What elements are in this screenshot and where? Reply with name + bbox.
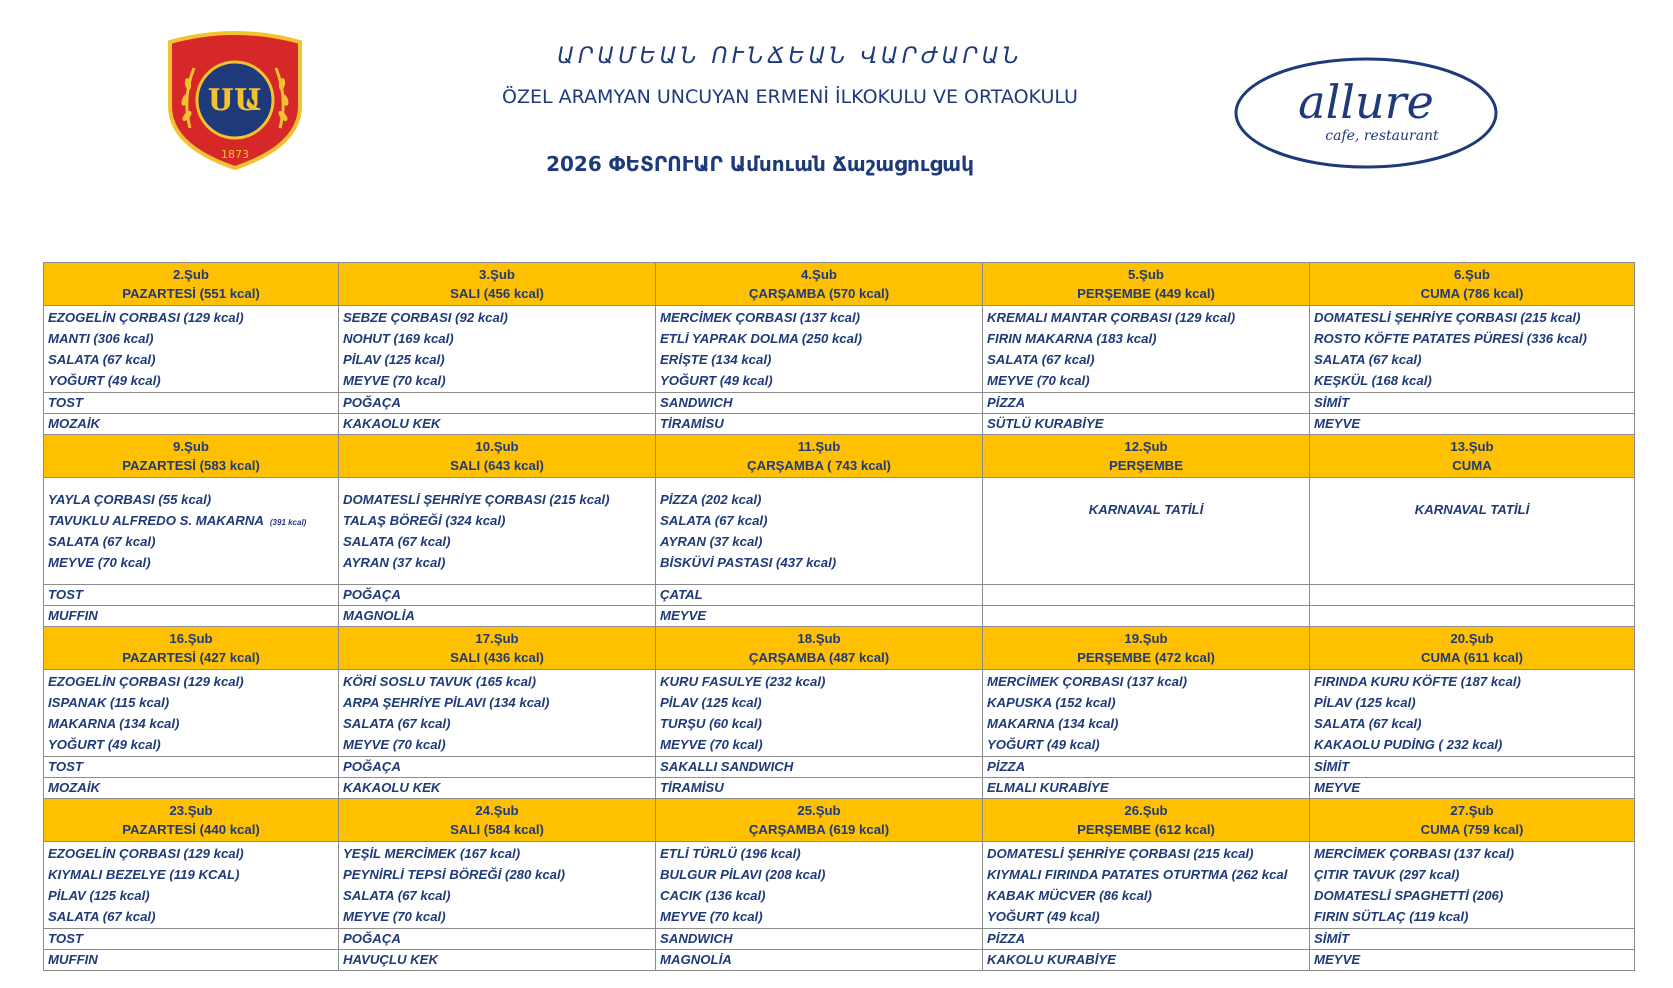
snack-cell: TOST [44,585,339,606]
meal-item-text: TAVUKLU ALFREDO S. MAKARNA [48,513,264,528]
day-header [339,435,656,478]
day-name-kcal: SALI (436 kcal) [450,650,544,665]
meal-items-row [44,670,1635,757]
meal-items [983,842,1310,929]
snack-row-1 [44,585,1635,606]
meal-item-text: PİLAV (125 kcal) [660,695,762,710]
meal-item [1314,307,1630,328]
day-date: 2.Şub [173,267,209,282]
meal-items [44,670,339,757]
meal-item-text: MEYVE (70 kcal) [660,909,763,924]
meal-item [660,307,978,328]
meal-item-text: PEYNİRLİ TEPSİ BÖREĞİ (280 kcal) [343,867,566,882]
holiday-label: KARNAVAL TATİLİ [1414,502,1530,517]
snack-row-1 [44,393,1635,414]
meal-item-text: NOHUT (169 kcal) [343,331,454,346]
snack-cell: PİZZA [983,757,1310,778]
meal-item-text: PİLAV (125 kcal) [1314,695,1416,710]
day-header [983,435,1310,478]
meal-item-text: SALATA (67 kcal) [987,352,1095,367]
meal-items [1310,670,1635,757]
snack-cell: SÜTLÜ KURABİYE [983,414,1310,435]
snack-cell: POĞAÇA [339,929,656,950]
snack-cell: HAVUÇLU KEK [339,950,656,971]
meal-item-text: DOMATESLİ ŞEHRİYE ÇORBASI (215 kcal) [343,492,610,507]
day-header [339,263,656,306]
day-date: 18.Şub [797,631,841,646]
meal-item [1314,349,1630,370]
meal-item-text: KREMALI MANTAR ÇORBASI (129 kcal) [987,310,1236,325]
meal-items [983,670,1310,757]
meal-item [48,692,334,713]
meal-item-text: YOĞURT (49 kcal) [660,373,773,388]
day-header [1310,799,1635,842]
day-date: 19.Şub [1124,631,1168,646]
meal-item-text: MEYVE (70 kcal) [343,737,446,752]
meal-items [1310,306,1635,393]
day-header [339,627,656,670]
meal-item [987,906,1305,927]
meal-item [48,906,334,927]
meal-item-text: SALATA (67 kcal) [1314,716,1422,731]
day-date: 13.Şub [1450,439,1494,454]
meal-item [660,885,978,906]
day-name-kcal: PERŞEMBE (472 kcal) [1077,650,1215,665]
meal-item-text: SALATA (67 kcal) [343,716,451,731]
meal-item-text: KIYMALI FIRINDA PATATES OTURTMA (262 kcal [987,867,1288,882]
meal-item [987,671,1305,692]
allure-logo-tagline: cafe, restaurant [1325,128,1439,144]
meal-item [1314,843,1630,864]
meal-item [48,671,334,692]
meal-item-text: KURU FASULYE (232 kcal) [660,674,826,689]
meal-item [343,671,651,692]
day-name-kcal: CUMA (786 kcal) [1420,286,1524,301]
menu-title: 2026 ՓԵՏՐՈՒԱՐ Ամսուան Ճաշացուցակ [546,152,974,176]
snack-cell: SİMİT [1310,929,1635,950]
meal-item-text: EZOGELİN ÇORBASI (129 kcal) [48,674,244,689]
meal-item [987,349,1305,370]
day-date: 27.Şub [1450,803,1494,818]
meal-item [1314,328,1630,349]
meal-item [48,713,334,734]
meal-item-text: PİZZA (202 kcal) [660,492,762,507]
snack-cell [1310,585,1635,606]
day-name-kcal: SALI (643 kcal) [450,458,544,473]
menu-body [44,263,1635,971]
meal-item [48,489,334,510]
meal-item-text: MEYVE (70 kcal) [48,555,151,570]
meal-item-text: CACIK (136 kcal) [660,888,766,903]
meal-item [343,713,651,734]
day-header [339,799,656,842]
snack-cell: KAKOLU KURABİYE [983,950,1310,971]
meal-item [343,531,651,552]
snack-cell: POĞAÇA [339,393,656,414]
meal-item-text: TURŞU (60 kcal) [660,716,762,731]
meal-item [343,370,651,391]
snack-row-2 [44,606,1635,627]
day-header [656,799,983,842]
snack-row-1 [44,929,1635,950]
meal-item-text: MERCİMEK ÇORBASI (137 kcal) [1314,846,1515,861]
meal-item-text: KAPUSKA (152 kcal) [987,695,1116,710]
meal-items [339,478,656,585]
meal-item [660,510,978,531]
meal-item-text: ÇITIR TAVUK (297 kcal) [1314,867,1460,882]
meal-item-text: KAKAOLU PUDİNG ( 232 kcal) [1314,737,1503,752]
meal-item-text: SALATA (67 kcal) [48,534,156,549]
meal-item [1314,734,1630,755]
meal-item-text: PİLAV (125 kcal) [343,352,445,367]
meal-item-text: AYRAN (37 kcal) [660,534,763,549]
meal-item-kcal-small: (391 kcal) [269,518,307,527]
meal-item [987,307,1305,328]
snack-cell: MUFFIN [44,606,339,627]
meal-item-text: ARPA ŞEHRİYE PİLAVI (134 kcal) [343,695,550,710]
meal-items [656,306,983,393]
snack-cell: MUFFIN [44,950,339,971]
meal-item [660,713,978,734]
snack-row-2 [44,950,1635,971]
meal-items [983,306,1310,393]
week-header-row [44,627,1635,670]
school-logo-year: 1873 [221,148,249,161]
holiday-cell [983,478,1310,585]
meal-item-text: ROSTO KÖFTE PATATES PÜRESİ (336 kcal) [1314,331,1587,346]
meal-item [343,864,651,885]
day-name-kcal: PERŞEMBE [1108,458,1183,473]
meal-item-text: YOĞURT (49 kcal) [987,737,1100,752]
meal-items [44,842,339,929]
meal-item [48,885,334,906]
meal-item-text: DOMATESLİ SPAGHETTİ (206) [1314,888,1504,903]
snack-cell: PİZZA [983,393,1310,414]
day-date: 9.Şub [173,439,209,454]
day-date: 12.Şub [1124,439,1168,454]
day-name-kcal: PAZARTESİ (440 kcal) [122,822,260,837]
meal-item [343,692,651,713]
meal-item [48,843,334,864]
meal-item-text: MANTI (306 kcal) [48,331,154,346]
meal-item [343,307,651,328]
week-header-row [44,435,1635,478]
meal-item [987,843,1305,864]
meal-item [660,370,978,391]
day-name-kcal: ÇARŞAMBA (570 kcal) [748,286,890,301]
day-date: 4.Şub [801,267,837,282]
meal-item [660,864,978,885]
day-date: 11.Şub [797,439,841,454]
day-header [1310,435,1635,478]
snack-row-2 [44,778,1635,799]
meal-item [343,328,651,349]
meal-item-text: YOĞURT (49 kcal) [987,909,1100,924]
meal-item [343,843,651,864]
school-name: ÖZEL ARAMYAN UNCUYAN ERMENİ İLKOKULU VE ORTAOKULU [502,86,1078,108]
meal-item [1314,864,1630,885]
day-header [983,799,1310,842]
meal-item-text: PİLAV (125 kcal) [48,888,150,903]
meal-item-text: MERCİMEK ÇORBASI (137 kcal) [987,674,1188,689]
snack-cell: SAKALLI SANDWICH [656,757,983,778]
meal-item [987,692,1305,713]
snack-cell: KAKAOLU KEK [339,414,656,435]
meal-item [987,734,1305,755]
meal-item-text: TALAŞ BÖREĞİ (324 kcal) [343,513,506,528]
meal-item [343,349,651,370]
snack-cell: SANDWICH [656,929,983,950]
meal-item [48,510,334,531]
meal-item [1314,713,1630,734]
meal-items [339,306,656,393]
meal-item-text: YOĞURT (49 kcal) [48,373,161,388]
meal-items [656,842,983,929]
allure-logo-text: allure [1298,75,1434,129]
meal-item-text: KÖRİ SOSLU TAVUK (165 kcal) [343,674,536,689]
snack-cell: MEYVE [1310,778,1635,799]
meal-item [660,906,978,927]
meal-items [1310,842,1635,929]
meal-item-text: ETLİ YAPRAK DOLMA (250 kcal) [660,331,863,346]
meal-item [1314,885,1630,906]
snack-cell [1310,606,1635,627]
day-name-kcal: ÇARŞAMBA (487 kcal) [748,650,890,665]
meal-item [660,692,978,713]
snack-cell [983,606,1310,627]
meal-item-text: BULGUR PİLAVI (208 kcal) [660,867,826,882]
meal-item-text: KABAK MÜCVER (86 kcal) [987,888,1152,903]
meal-item-text: SALATA (67 kcal) [660,513,768,528]
day-date: 20.Şub [1450,631,1494,646]
day-header [656,435,983,478]
meal-items [656,670,983,757]
meal-item [343,906,651,927]
meal-item-text: MEYVE (70 kcal) [343,373,446,388]
meal-item [660,552,978,573]
day-header [44,799,339,842]
meal-item-text: SALATA (67 kcal) [343,534,451,549]
meal-item [343,885,651,906]
day-header [656,263,983,306]
meal-item-text: SALATA (67 kcal) [1314,352,1422,367]
snack-cell: TİRAMİSU [656,414,983,435]
meal-item [1314,671,1630,692]
meal-items [44,306,339,393]
meal-item [48,349,334,370]
snack-cell: TOST [44,757,339,778]
meal-item-text: YOĞURT (49 kcal) [48,737,161,752]
meal-items [339,670,656,757]
meal-item-text: DOMATESLİ ŞEHRİYE ÇORBASI (215 kcal) [987,846,1254,861]
meal-item [987,864,1305,885]
meal-item [1314,692,1630,713]
snack-cell: TİRAMİSU [656,778,983,799]
snack-cell: MAGNOLİA [339,606,656,627]
week-header-row [44,799,1635,842]
meal-item [660,531,978,552]
meal-item [343,510,651,531]
meal-item-text: FIRIN MAKARNA (183 kcal) [987,331,1157,346]
meal-items [44,478,339,585]
meal-item [343,489,651,510]
meal-items-row [44,478,1635,585]
meal-item-text: KEŞKÜL (168 kcal) [1314,373,1432,388]
meal-item [48,552,334,573]
meal-item [48,734,334,755]
meal-items-row [44,306,1635,393]
day-header [983,263,1310,306]
allure-logo [1232,56,1500,170]
meal-item-text: MEYVE (70 kcal) [343,909,446,924]
meal-item-text: MAKARNA (134 kcal) [48,716,180,731]
day-date: 24.Şub [475,803,519,818]
snack-cell: MOZAİK [44,414,339,435]
day-name-kcal: PAZARTESİ (551 kcal) [122,286,260,301]
day-name-kcal: SALI (456 kcal) [450,286,544,301]
meal-item-text: MEYVE (70 kcal) [660,737,763,752]
snack-cell: MEYVE [1310,950,1635,971]
week-header-row [44,263,1635,306]
meal-item-text: SALATA (67 kcal) [343,888,451,903]
snack-cell: MEYVE [1310,414,1635,435]
meal-item-text: MEYVE (70 kcal) [987,373,1090,388]
meal-item-text: SALATA (67 kcal) [48,909,156,924]
snack-cell: MOZAİK [44,778,339,799]
meal-item-text: EZOGELİN ÇORBASI (129 kcal) [48,310,244,325]
meal-item [48,864,334,885]
meal-item-text: BİSKÜVİ PASTASI (437 kcal) [660,555,837,570]
snack-cell: MEYVE [656,606,983,627]
snack-cell: SİMİT [1310,757,1635,778]
snack-row-2 [44,414,1635,435]
day-header [44,263,339,306]
day-name-kcal: ÇARŞAMBA ( 743 kcal) [747,458,891,473]
meal-item [660,843,978,864]
meal-item [48,370,334,391]
meal-item [1314,906,1630,927]
meal-item-text: DOMATESLİ ŞEHRİYE ÇORBASI (215 kcal) [1314,310,1581,325]
day-name-kcal: SALI (584 kcal) [450,822,544,837]
day-date: 5.Şub [1128,267,1164,282]
snack-cell: SANDWICH [656,393,983,414]
holiday-cell [1310,478,1635,585]
snack-cell: PİZZA [983,929,1310,950]
meal-item [987,370,1305,391]
meal-item [660,734,978,755]
meal-items [656,478,983,585]
snack-row-1 [44,757,1635,778]
snack-cell: TOST [44,393,339,414]
armenian-school-title: ԱՐԱՄԵԱՆ ՈՒՆՃԵԱՆ ՎԱՐԺԱՐԱՆ [557,44,1023,69]
meal-item [48,307,334,328]
meal-item [48,531,334,552]
day-date: 3.Şub [479,267,515,282]
snack-cell: POĞAÇA [339,757,656,778]
day-date: 16.Şub [169,631,213,646]
day-header [44,627,339,670]
snack-cell: POĞAÇA [339,585,656,606]
meal-item-text: MAKARNA (134 kcal) [987,716,1119,731]
meal-item-text: SEBZE ÇORBASI (92 kcal) [343,310,508,325]
menu-table [43,262,1635,971]
meal-item [987,713,1305,734]
day-name-kcal: CUMA (611 kcal) [1420,650,1524,665]
meal-item-text: ISPANAK (115 kcal) [48,695,170,710]
day-header [656,627,983,670]
day-date: 26.Şub [1124,803,1168,818]
day-date: 25.Şub [797,803,841,818]
meal-item-text: AYRAN (37 kcal) [343,555,446,570]
meal-item [660,349,978,370]
meal-item-text: MERCİMEK ÇORBASI (137 kcal) [660,310,861,325]
meal-item [48,328,334,349]
meal-item [987,328,1305,349]
meal-item [987,885,1305,906]
day-name-kcal: PERŞEMBE (449 kcal) [1077,286,1215,301]
day-date: 6.Şub [1454,267,1490,282]
day-header [983,627,1310,670]
meal-item-text: FIRINDA KURU KÖFTE (187 kcal) [1314,674,1521,689]
snack-cell: ÇATAL [656,585,983,606]
meal-items-row [44,842,1635,929]
snack-cell: TOST [44,929,339,950]
meal-item [660,489,978,510]
meal-item-text: ERİŞTE (134 kcal) [660,352,772,367]
snack-cell: SİMİT [1310,393,1635,414]
meal-item-text: FIRIN SÜTLAÇ (119 kcal) [1314,909,1469,924]
meal-item [1314,370,1630,391]
day-header [1310,627,1635,670]
meal-item [343,552,651,573]
meal-item-text: YEŞİL MERCİMEK (167 kcal) [343,846,521,861]
day-name-kcal: PAZARTESİ (583 kcal) [122,458,260,473]
day-date: 17.Şub [475,631,519,646]
snack-cell: MAGNOLİA [656,950,983,971]
day-name-kcal: ÇARŞAMBA (619 kcal) [748,822,890,837]
meal-item [660,671,978,692]
meal-item [660,328,978,349]
meal-item [343,734,651,755]
day-date: 10.Şub [475,439,519,454]
holiday-label: KARNAVAL TATİLİ [1088,502,1204,517]
meal-item-text: SALATA (67 kcal) [48,352,156,367]
day-name-kcal: CUMA [1452,458,1492,473]
day-header [44,435,339,478]
meal-item-text: KIYMALI BEZELYE (119 KCAL) [48,867,240,882]
meal-items [339,842,656,929]
day-name-kcal: PERŞEMBE (612 kcal) [1077,822,1215,837]
meal-item-text: ETLİ TÜRLÜ (196 kcal) [660,846,801,861]
meal-item-text: EZOGELİN ÇORBASI (129 kcal) [48,846,244,861]
snack-cell: KAKAOLU KEK [339,778,656,799]
day-name-kcal: PAZARTESİ (427 kcal) [122,650,260,665]
snack-cell [983,585,1310,606]
snack-cell: ELMALI KURABİYE [983,778,1310,799]
school-logo-letters: ՍԱ [207,83,263,118]
school-logo [160,28,310,170]
meal-item-text: YAYLA ÇORBASI (55 kcal) [48,492,212,507]
day-date: 23.Şub [169,803,213,818]
day-name-kcal: CUMA (759 kcal) [1420,822,1524,837]
day-header [1310,263,1635,306]
